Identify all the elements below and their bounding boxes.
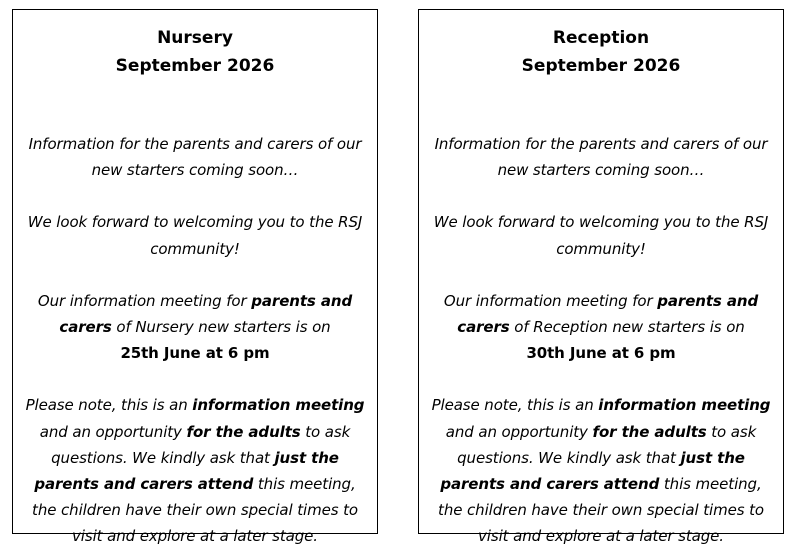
- note-text-2: and an opportunity: [39, 422, 187, 441]
- meeting-audience: parents and carers: [457, 291, 759, 337]
- note-text-1: Please note, this is an: [25, 396, 193, 415]
- meeting-paragraph: [427, 288, 775, 367]
- note-text-1: Please note, this is an: [431, 396, 599, 415]
- note-paragraph: [427, 392, 775, 549]
- meeting-audience: parents and carers: [59, 291, 353, 337]
- note-paragraph: [21, 392, 369, 549]
- note-text-2: and an opportunity: [445, 422, 593, 441]
- nursery-info-card: [12, 9, 378, 546]
- meeting-date: 30th June at 6 pm: [526, 344, 676, 363]
- card-title-line-2: September 2026: [521, 56, 681, 76]
- card-title-line-1: Reception: [552, 28, 650, 48]
- meeting-suffix: of Reception new starters is on: [509, 318, 745, 337]
- welcome-paragraph: We look forward to welcoming you to the RSJ community!: [433, 213, 769, 258]
- note-text-3: to ask questions. We kindly ask that: [457, 422, 757, 467]
- note-emphasis-3: just the parents and carers attend: [34, 448, 339, 494]
- meeting-suffix: of Nursery new starters is on: [111, 318, 331, 337]
- meeting-prefix: Our information meeting for: [443, 291, 658, 310]
- note-emphasis-1: information meeting: [598, 396, 771, 415]
- card-title: [419, 24, 783, 80]
- card-body: [21, 131, 369, 550]
- card-title-line-2: September 2026: [115, 56, 275, 76]
- card-title-line-1: Nursery: [157, 28, 233, 48]
- note-text-3: to ask questions. We kindly ask that: [51, 422, 351, 467]
- card-title: [13, 24, 377, 80]
- intro-paragraph: Information for the parents and carers of our new starters coming soon…: [434, 135, 768, 180]
- meeting-prefix: Our information meeting for: [37, 291, 252, 310]
- meeting-date: 25th June at 6 pm: [120, 344, 270, 363]
- welcome-paragraph: We look forward to welcoming you to the RSJ community!: [27, 213, 363, 258]
- note-emphasis-1: information meeting: [192, 396, 365, 415]
- note-emphasis-2: for the adults: [592, 422, 707, 441]
- intro-paragraph: Information for the parents and carers of our new starters coming soon…: [28, 135, 362, 180]
- card-body: [427, 131, 775, 550]
- reception-info-card: [418, 9, 784, 546]
- note-emphasis-3: just the parents and carers attend: [440, 448, 745, 494]
- note-text-4: this meeting, the children have their own special times to visit and explore at a later stage.: [438, 475, 764, 546]
- note-emphasis-2: for the adults: [186, 422, 301, 441]
- note-text-4: this meeting, the children have their own special times to visit and explore at a later stage.: [32, 475, 358, 546]
- meeting-paragraph: [21, 288, 369, 367]
